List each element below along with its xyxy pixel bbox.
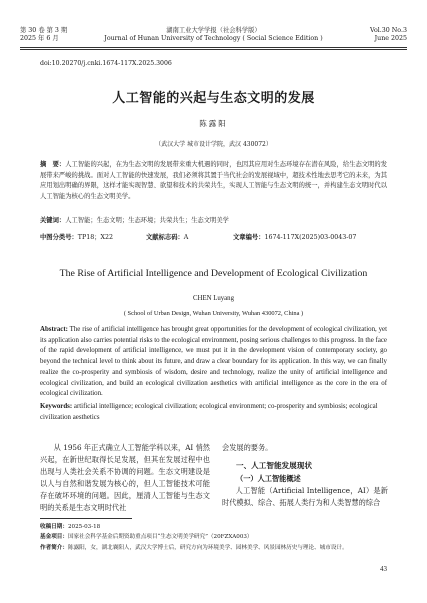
journal-name-cn: 湖南工业大学学报（社会科学版） bbox=[166, 27, 261, 34]
keywords-en-text: artificial intelligence; ecological civilization; ecological environment; co-prosperity and symbiosis; ecological civilization aesthetics bbox=[40, 403, 378, 421]
intro-continuation: 会发展的要务。 bbox=[222, 443, 273, 452]
affiliation-cn: （武汉大学 城市设计学院，武汉 430072） bbox=[155, 141, 272, 148]
page-number: 43 bbox=[380, 565, 387, 573]
author-en: CHEN Luyang bbox=[193, 295, 234, 302]
footnotes bbox=[40, 522, 387, 553]
header-rule-thick bbox=[20, 47, 407, 48]
clc-number: 中图分类号：TP18；X22 bbox=[40, 234, 114, 241]
affiliation-en: ( School of Urban Design, Wuhan University, Wuhan 430072, China ) bbox=[123, 310, 304, 317]
author-bio: 作者简介：陈露阳，女，湖北襄阳人，武汉大学博士后，研究方向为环境美学、园林美学、风景园林历史与理论、城市设计。 bbox=[40, 544, 348, 551]
volume-issue-en: Vol.30 No.3 bbox=[370, 27, 407, 34]
header-right bbox=[370, 27, 407, 43]
abstract-en-text: The rise of artificial intelligence has brought great opportunities for the development of ecological civilization, yet its application also carries potential risks to the ecological environment, posing serious challenges to this progress. In the face of the rapid development of artificial intelligence, we must put it in the development vision of contemporary society, go beyond the technical level to think about its future, and draw a clear boundary for its application. In this way, we can finally realize the co-prosperity and symbiosis of wisdom, desire and technology, realize the unity of artificial intelligence and ecological civilization, and build an ecological civilization aesthetics with artificial intelligence as the core in the era of ecological civilization. bbox=[40, 326, 387, 398]
author-cn: 陈露阳 bbox=[199, 119, 228, 128]
keywords-cn bbox=[40, 216, 387, 226]
journal-name-en: Journal of Hunan University of Technology ( Social Science Edition ) bbox=[104, 35, 323, 42]
received-date: 收稿日期：2025-03-18 bbox=[40, 524, 101, 530]
fund-project: 基金项目：国家社会科学基金后期资助重点项目“生态文明美学研究”（20FZXA003） bbox=[40, 534, 253, 541]
title-en: The Rise of Artificial Intelligence and Development of Ecological Civilization bbox=[59, 268, 368, 279]
section-paragraph: 人工智能（Artificial Intelligence，AI）是新时代模拟、综合、拓展人类行为和人类智慧的综合 bbox=[222, 486, 388, 508]
title-cn: 人工智能的兴起与生态文明的发展 bbox=[112, 91, 315, 106]
article-number: 文章编号：1674-117X(2025)03-0043-07 bbox=[233, 234, 357, 241]
section-heading-1: 一、人工智能发展现状 bbox=[236, 461, 312, 471]
abstract-en-label: Abstract: bbox=[40, 326, 68, 333]
running-header bbox=[20, 27, 407, 49]
abstract-cn-text: 人工智能的兴起，在为生态文明的发展带来重大机遇的同时，也因其应用对生态环境存在潜在风险，给生态文明的发展带来严峻的挑战。面对人工智能的快速发展，我们必须将其置于当代社会的发展视域中，超技术性地去思考它的未来，为其应用划出明确的界限，这样才能实现智慧、欲望和技术的共荣共生，实现人工智能与生态文明的统一，并构建生态文明时代以人工智能为核心的生态文明美学。 bbox=[40, 161, 388, 200]
keywords-cn-text: 人工智能；生态文明；生态环境；共荣共生；生态文明美学 bbox=[65, 217, 229, 224]
document-code: 文献标志码：A bbox=[146, 234, 189, 241]
footnote-rule bbox=[40, 518, 132, 519]
header-rule-thin bbox=[20, 49, 407, 50]
date-en: June 2025 bbox=[374, 35, 407, 42]
date-cn: 2025 年 6 月 bbox=[20, 35, 59, 42]
intro-paragraph: 从 1956 年正式确立人工智能学科以来，AI 悄然兴起，在新世纪取得长足发展，但其在发展过程中也出现与人类社会关系不协调的问题。生态文明建设是以人与自然和谐发展为核心的，但人工智能技术可能存在破坏环境的问题。因此，厘清人工智能与生态文明的关系是生态文明时代社 bbox=[40, 443, 210, 513]
keywords-cn-label: 关键词： bbox=[40, 217, 66, 224]
abstract-cn bbox=[40, 160, 387, 202]
abstract-en bbox=[40, 325, 387, 400]
abstract-cn-label: 摘 要： bbox=[40, 161, 66, 168]
volume-issue-cn: 第 30 卷 第 3 期 bbox=[20, 27, 68, 34]
header-center bbox=[20, 27, 407, 43]
body-column-left bbox=[40, 442, 210, 515]
doi: doi:10.20270/j.cnki.1674-117X.2025.3006 bbox=[40, 60, 172, 67]
keywords-en bbox=[40, 402, 387, 423]
subsection-heading-1: （一）人工智能概述 bbox=[236, 474, 301, 484]
keywords-en-label: Keywords: bbox=[40, 403, 73, 410]
body-column-right bbox=[222, 442, 388, 509]
